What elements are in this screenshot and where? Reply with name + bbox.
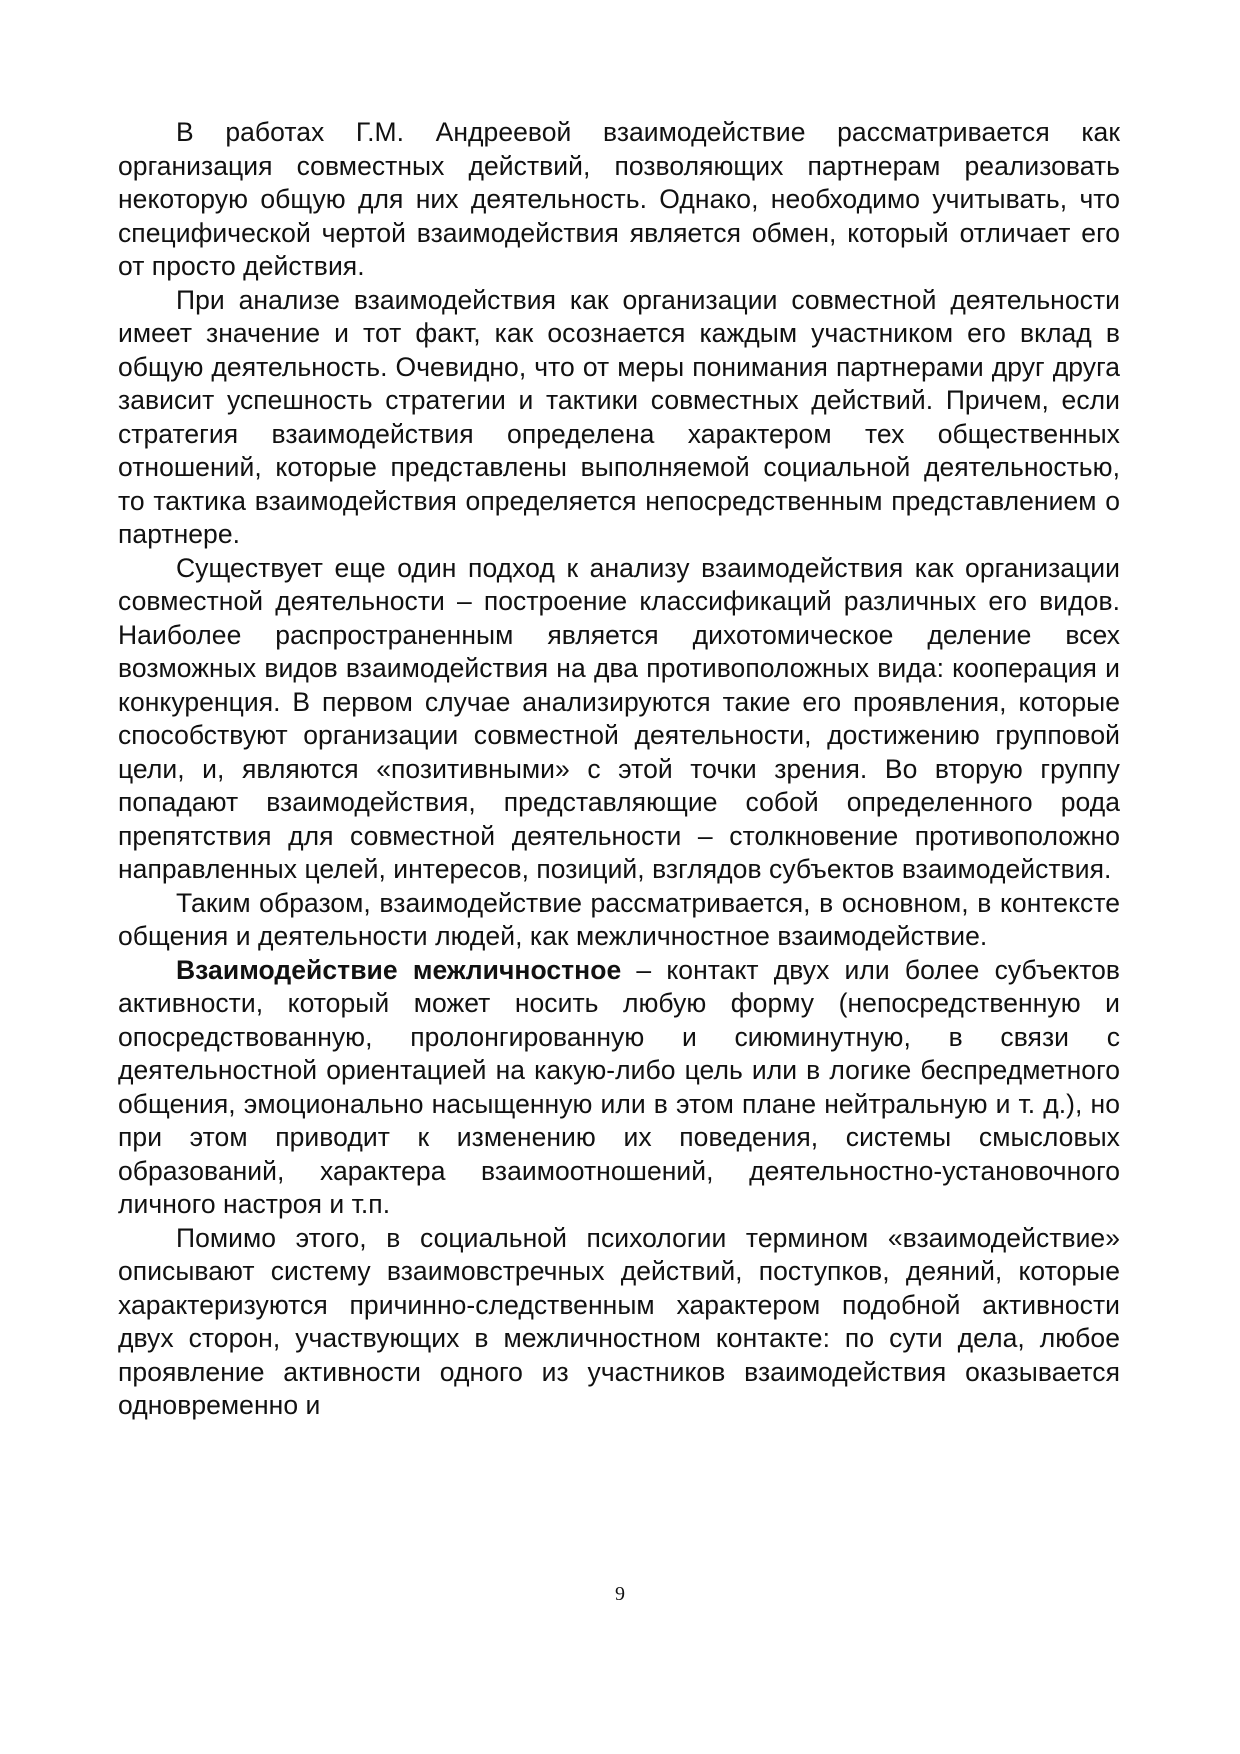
paragraph-analysis: При анализе взаимодействия как организации совместной деятельности имеет значение и тот факт, как осознается каждым участником его вклад в общую деятельность. Очевидно, что от меры понимания партнерами друг друга зависит успешность стратегии и тактики совместных действий. Причем, если стратегия взаимодействия определена характером тех общественных отношений, которые представлены выполняемой социальной деятельностью, то тактика взаимодействия определяется непосредственным представлением о партнере.: [118, 284, 1120, 549]
paragraph-andreeva: В работах Г.М. Андреевой взаимодействие рассматривается как организация совместных действий, позволяющих партнерам реализовать некоторую общую для них деятельность. Однако, необходимо учитывать, что специфической чертой взаимодействия является обмен, который отличает его от просто действия.: [118, 117, 1120, 281]
definition-term: Взаимодействие межличностное: [176, 954, 622, 985]
paragraph-classification: Существует еще один подход к анализу взаимодействия как организации совместной деятельности – построение классификаций различных его видов. Наиболее распространенным является дихотомическое деление всех возможных видов взаимодействия на два противоположных вида: кооперация и конкуренция. В первом случае анализируются такие его проявления, которые способствуют организации совместной деятельности, достижению групповой цели, и, являются «позитивными» с этой точки зрения. Во вторую группу попадают взаимодействия, представляющие собой определенного рода препятствия для совместной деятельности – столкновение противоположно направленных целей, интересов, позиций, взглядов субъектов взаимодействия.: [118, 552, 1120, 884]
document-page: [118, 116, 1120, 1423]
paragraph-definition: [118, 954, 1120, 1222]
paragraph-social-psychology: Помимо этого, в социальной психологии термином «взаимодействие» описывают систему взаимовстречных действий, поступков, деяний, которые характеризуются причинно-следственным характером подобной активности двух сторон, участвующих в межличностном контакте: по сути дела, любое проявление активности одного из участников взаимодействия оказывается одновременно и: [118, 1222, 1120, 1420]
paragraph-conclusion: Таким образом, взаимодействие рассматривается, в основном, в контексте общения и деятельности людей, как межличностное взаимодействие.: [118, 887, 1120, 951]
page-number: 9: [615, 1583, 625, 1605]
definition-text: – контакт двух или более субъектов активности, который может носить любую форму (непосредственную и опосредствованную, пролонгированную и сиюминутную, в связи с деятельностной ориентацией на какую-либо цель или в логике беспредметного общения, эмоционально насыщенную или в этом плане нейтральную и т. д.), но при этом приводит к изменению их поведения, системы смысловых образований, характера взаимоотношений, деятельностно-установочного личного настроя и т.п.: [118, 954, 1121, 1219]
